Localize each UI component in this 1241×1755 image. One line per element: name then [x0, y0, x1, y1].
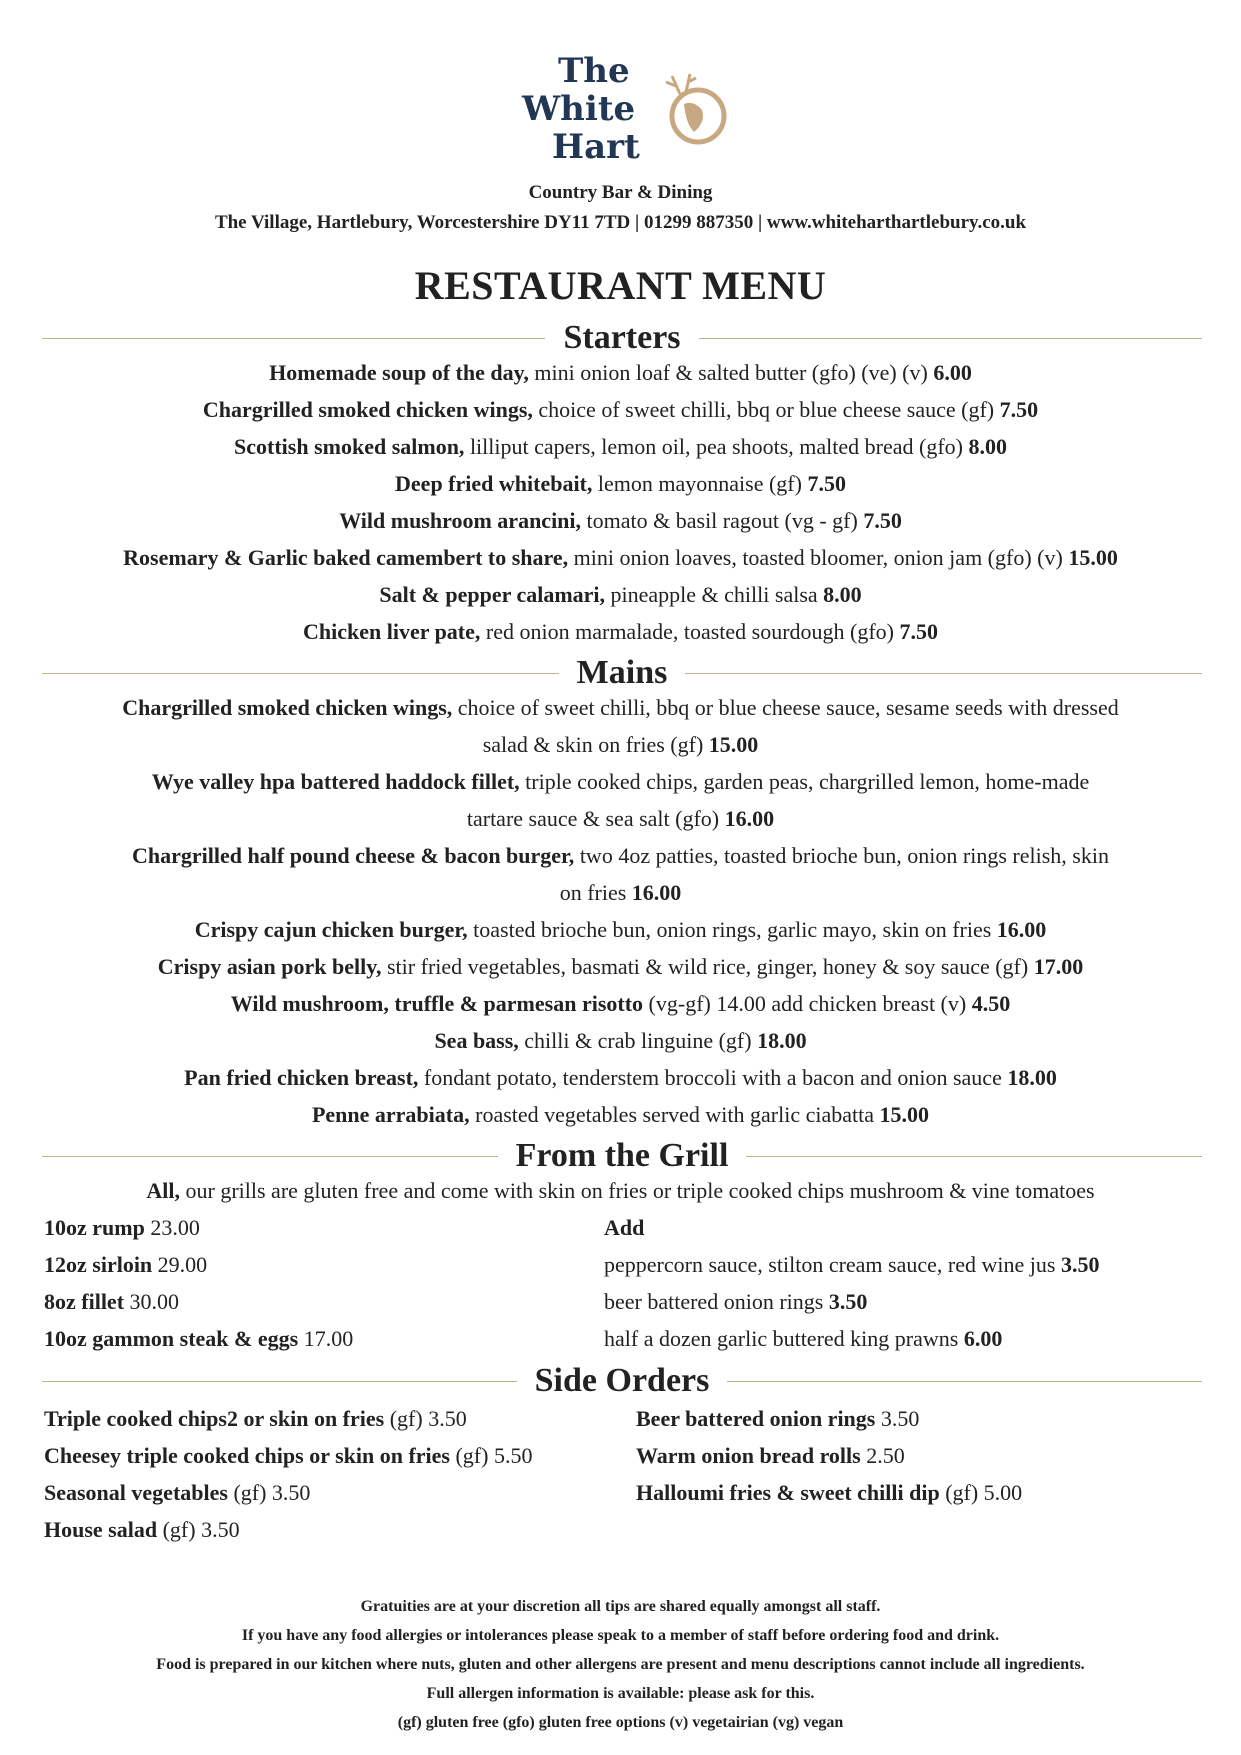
- item-desc: half a dozen garlic buttered king prawns: [604, 1326, 964, 1351]
- item-name: Warm onion bread rolls: [636, 1443, 861, 1468]
- item-desc: pineapple & chilli salsa: [605, 582, 824, 607]
- divider-line: [42, 673, 559, 674]
- footer-notes: [0, 1592, 1241, 1737]
- section-title: From the Grill: [515, 1137, 729, 1174]
- item-price: 16.00: [724, 806, 775, 831]
- grill-item: [44, 1283, 353, 1320]
- item-name: 10oz rump: [44, 1215, 145, 1240]
- item-price: 8.00: [823, 582, 862, 607]
- main-item: [30, 948, 1211, 985]
- item-price: 16.00: [996, 917, 1047, 942]
- logo-text: [522, 52, 640, 166]
- item-desc: mini onion loaf & salted butter (gfo) (ve) (v): [528, 360, 934, 385]
- item-name: Crispy asian pork belly,: [157, 954, 382, 979]
- starter-item: [30, 428, 1211, 465]
- main-item: [30, 1059, 1211, 1096]
- item-desc: (gf) 3.50: [157, 1517, 240, 1542]
- item-price: 23.00: [144, 1215, 200, 1240]
- divider-line: [42, 1381, 517, 1382]
- item-price: 3.50: [828, 1289, 868, 1314]
- footer-line: Food is prepared in our kitchen where nuts, gluten and other allergens are present and menu descriptions cannot include all ingredients.: [156, 1656, 1085, 1673]
- footer-line: (gf) gluten free (gfo) gluten free options (v) vegetairian (vg) vegan: [397, 1714, 844, 1731]
- item-name: Salt & pepper calamari,: [379, 582, 606, 607]
- item-desc: (gf) 3.50: [384, 1406, 467, 1431]
- item-price: 18.00: [1007, 1065, 1057, 1090]
- item-desc: choice of sweet chilli, bbq or blue cheese sauce (gf): [532, 397, 1000, 422]
- item-name: 8oz fillet: [44, 1289, 125, 1314]
- hart-stag-icon: [650, 64, 730, 154]
- item-price: 15.00: [708, 732, 759, 757]
- side-item: [44, 1400, 532, 1437]
- grill-intro-bold: All,: [146, 1178, 180, 1203]
- item-name: Wild mushroom, truffle & parmesan risotto: [230, 991, 644, 1016]
- item-price: 17.00: [298, 1326, 354, 1351]
- item-price: 18.00: [757, 1028, 807, 1053]
- menu-title: RESTAURANT MENU: [414, 263, 827, 308]
- grill-item: [44, 1320, 353, 1357]
- add-label-text: Add: [604, 1215, 645, 1240]
- starter-item: [30, 502, 1211, 539]
- divider-line: [42, 338, 545, 339]
- item-price: 15.00: [879, 1102, 930, 1127]
- item-name: Beer battered onion rings: [636, 1406, 876, 1431]
- side-item: [44, 1474, 532, 1511]
- item-name: Chargrilled smoked chicken wings,: [122, 695, 453, 720]
- item-name: Rosemary & Garlic baked camembert to share,: [123, 545, 569, 570]
- item-price: 29.00: [152, 1252, 208, 1277]
- item-desc: (vg-gf) 14.00 add chicken breast (v): [643, 991, 972, 1016]
- grill-item: [44, 1246, 353, 1283]
- item-name: Chargrilled half pound cheese & bacon burger,: [132, 843, 575, 868]
- side-item: [636, 1474, 1022, 1511]
- grill-add-list: [604, 1209, 1099, 1357]
- item-name: Seasonal vegetables: [44, 1480, 228, 1505]
- item-desc: lemon mayonnaise (gf): [592, 471, 808, 496]
- side-item: [636, 1400, 1022, 1437]
- item-price: 6.00: [933, 360, 972, 385]
- item-name: Wye valley hpa battered haddock fillet,: [151, 769, 520, 794]
- item-name: House salad: [44, 1517, 158, 1542]
- item-name: Chicken liver pate,: [302, 619, 481, 644]
- item-price: 16.00: [631, 880, 682, 905]
- main-item: [30, 837, 1211, 911]
- side-item: [44, 1437, 532, 1474]
- grill-heading: [42, 1138, 1202, 1174]
- item-price: 30.00: [124, 1289, 180, 1314]
- item-price: 7.50: [999, 397, 1039, 422]
- starter-item: [30, 354, 1211, 391]
- item-name: Homemade soup of the day,: [269, 360, 529, 385]
- side-item: [636, 1437, 1022, 1474]
- item-name: Sea bass,: [434, 1028, 519, 1053]
- main-item: [30, 985, 1211, 1022]
- logo-line-3: Hart: [552, 127, 640, 167]
- item-desc: chilli & crab linguine (gf): [518, 1028, 758, 1053]
- item-name: 10oz gammon steak & eggs: [44, 1326, 299, 1351]
- starter-item: [30, 576, 1211, 613]
- grill-item: [44, 1209, 353, 1246]
- item-desc: roasted vegetables served with garlic ciabatta: [469, 1102, 880, 1127]
- item-desc: lilliput capers, lemon oil, pea shoots, malted bread (gfo): [464, 434, 969, 459]
- item-desc: two 4oz patties, toasted brioche bun, onion rings relish, skin: [574, 843, 1109, 868]
- item-name: Cheesey triple cooked chips or skin on fries: [44, 1443, 450, 1468]
- main-item: [30, 763, 1211, 837]
- footer-line: If you have any food allergies or intolerances please speak to a member of staff before ordering food and drink.: [241, 1627, 1000, 1644]
- item-price: 4.50: [971, 991, 1011, 1016]
- starter-item: [30, 465, 1211, 502]
- item-name: Wild mushroom arancini,: [339, 508, 582, 533]
- item-desc: choice of sweet chilli, bbq or blue cheese sauce, sesame seeds with dressed: [452, 695, 1119, 720]
- logo: [510, 51, 730, 167]
- item-name: Pan fried chicken breast,: [184, 1065, 419, 1090]
- item-price: 15.00: [1068, 545, 1118, 570]
- divider-line: [685, 673, 1202, 674]
- section-title: Side Orders: [534, 1362, 710, 1399]
- item-name: Scottish smoked salmon,: [234, 434, 465, 459]
- starter-item: [30, 613, 1211, 650]
- item-price: 8.00: [968, 434, 1007, 459]
- starter-item: [30, 539, 1211, 576]
- item-price: 7.50: [899, 619, 939, 644]
- section-title: Starters: [563, 319, 681, 356]
- side-item: [44, 1511, 532, 1548]
- item-desc: 2.50: [860, 1443, 905, 1468]
- starters-heading: [42, 320, 1202, 356]
- divider-line: [42, 1156, 498, 1157]
- mains-heading: [42, 655, 1202, 691]
- item-desc: (gf) 5.00: [939, 1480, 1023, 1505]
- sides-heading: [42, 1363, 1202, 1399]
- item-desc: stir fried vegetables, basmati & wild rice, ginger, honey & soy sauce (gf): [381, 954, 1034, 979]
- item-price: 17.00: [1033, 954, 1084, 979]
- item-desc: peppercorn sauce, stilton cream sauce, red wine jus: [604, 1252, 1061, 1277]
- item-price: 7.50: [807, 471, 846, 496]
- item-desc: (gf) 5.50: [449, 1443, 533, 1468]
- item-desc: triple cooked chips, garden peas, chargrilled lemon, home-made: [519, 769, 1090, 794]
- item-desc: mini onion loaves, toasted bloomer, onion jam (gfo) (v): [568, 545, 1069, 570]
- divider-line: [699, 338, 1202, 339]
- item-desc-cont: tartare sauce & sea salt (gfo): [466, 806, 725, 831]
- add-item: [604, 1246, 1099, 1283]
- item-name: Triple cooked chips2 or skin on fries: [44, 1406, 385, 1431]
- main-item: [30, 1096, 1211, 1133]
- item-desc: fondant potato, tenderstem broccoli with a bacon and onion sauce: [418, 1065, 1008, 1090]
- item-name: Crispy cajun chicken burger,: [194, 917, 468, 942]
- add-item: [604, 1283, 1099, 1320]
- item-price: 6.00: [963, 1326, 1003, 1351]
- add-item: [604, 1320, 1099, 1357]
- item-desc: tomato & basil ragout (vg - gf): [581, 508, 864, 533]
- item-name: 12oz sirloin: [44, 1252, 153, 1277]
- item-desc: 3.50: [875, 1406, 920, 1431]
- sides-list-right: [636, 1400, 1022, 1511]
- grill-intro-text: our grills are gluten free and come with skin on fries or triple cooked chips mushroom & vine tomatoes: [180, 1178, 1095, 1203]
- divider-line: [746, 1156, 1202, 1157]
- item-desc-cont: on fries: [559, 880, 632, 905]
- address: The Village, Hartlebury, Worcestershire DY11 7TD | 01299 887350 | www.whiteharthartlebury.co.uk: [214, 212, 1027, 233]
- divider-line: [727, 1381, 1202, 1382]
- item-desc: beer battered onion rings: [604, 1289, 829, 1314]
- main-item: [30, 689, 1211, 763]
- main-item: [30, 911, 1211, 948]
- grill-steak-list: [44, 1209, 353, 1357]
- footer-line: Full allergen information is available: please ask for this.: [426, 1685, 815, 1702]
- item-desc: toasted brioche bun, onion rings, garlic mayo, skin on fries: [467, 917, 997, 942]
- item-price: 3.50: [1060, 1252, 1100, 1277]
- item-price: 7.50: [863, 508, 902, 533]
- main-item: [30, 1022, 1211, 1059]
- item-desc: (gf) 3.50: [227, 1480, 311, 1505]
- item-desc: red onion marmalade, toasted sourdough (gfo): [480, 619, 900, 644]
- starter-item: [30, 391, 1211, 428]
- sides-list-left: [44, 1400, 532, 1548]
- item-name: Halloumi fries & sweet chilli dip: [636, 1480, 940, 1505]
- logo-line-2: White: [522, 89, 636, 129]
- item-name: Deep fried whitebait,: [395, 471, 593, 496]
- logo-line-1: The: [558, 51, 630, 91]
- grill-intro: [30, 1172, 1211, 1209]
- item-name: Chargrilled smoked chicken wings,: [202, 397, 533, 422]
- item-desc-cont: salad & skin on fries (gf): [482, 732, 709, 757]
- item-name: Penne arrabiata,: [311, 1102, 470, 1127]
- footer-line: Gratuities are at your discretion all tips are shared equally amongst all staff.: [360, 1598, 881, 1615]
- section-title: Mains: [576, 654, 668, 691]
- subtitle: Country Bar & Dining: [528, 182, 713, 203]
- add-label: [604, 1209, 1099, 1246]
